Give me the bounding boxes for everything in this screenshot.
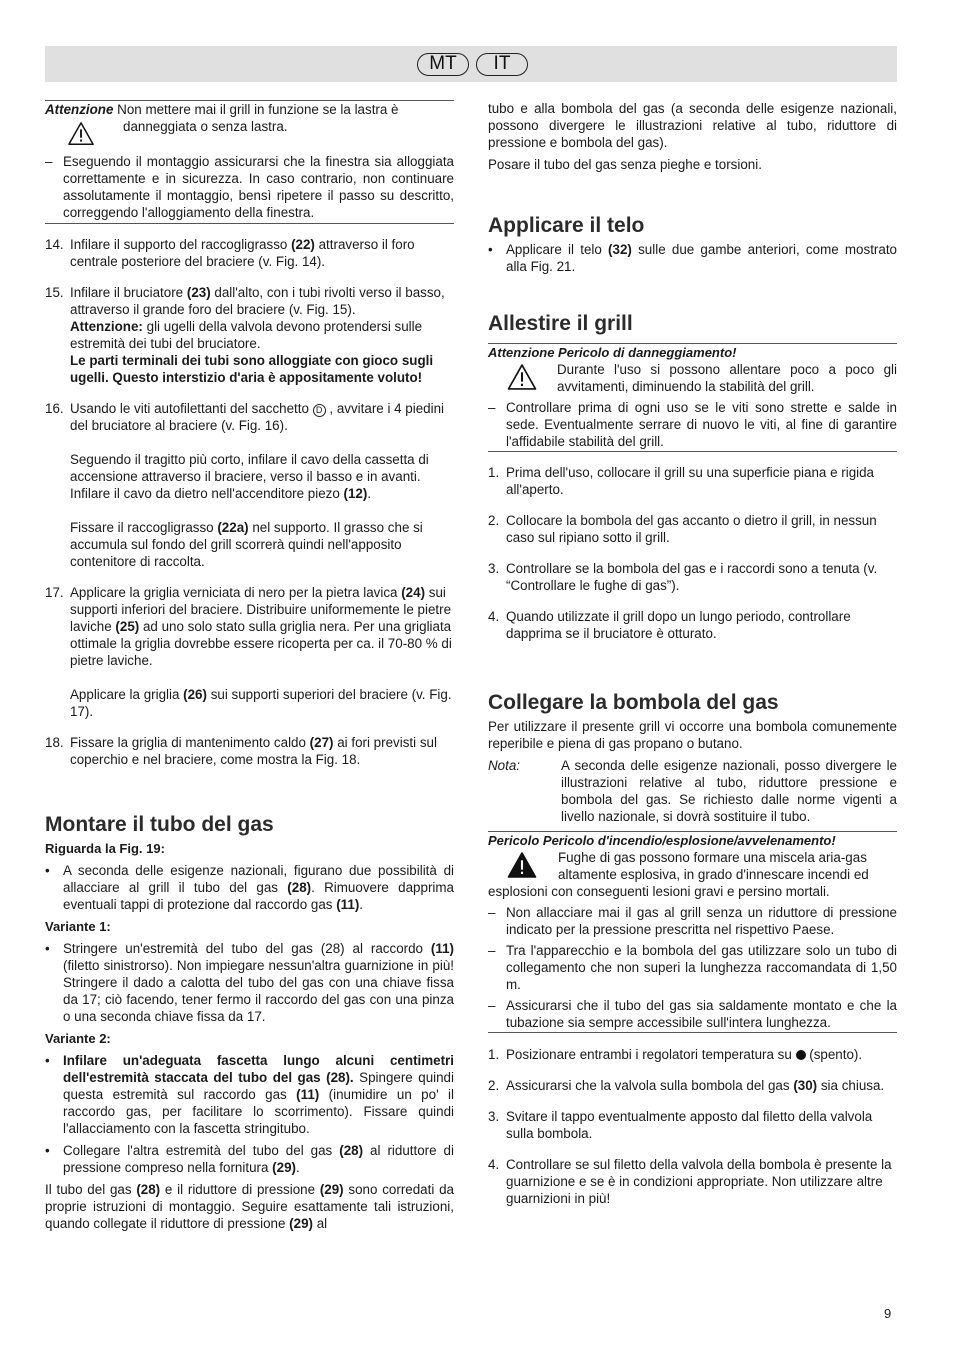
- setup-step: 3. Controllare se la bombola del gas e i raccordi sono a tenuta (v. “Controllare le fughe di gas”).: [488, 561, 878, 593]
- step-3: 3. Svitare il tappo eventualmente apposto dal filetto della valvola sulla bombola.: [488, 1109, 873, 1141]
- setup-step: 2. Collocare la bombola del gas accanto o dietro il grill, in nessun caso sul ripiano sotto il grill.: [488, 513, 877, 545]
- danger-block: [488, 849, 897, 883]
- warning-block: [45, 101, 454, 221]
- list-item: – Eseguendo il montaggio assicurarsi che la finestra sia alloggiata correttamente e in sicurezza. In caso contrario, non continuare assolutamente il montaggio, bensì ripetere il passo su descritto, correggendo l'alloggiamento della finestra.: [45, 154, 454, 220]
- note-block: [488, 757, 897, 825]
- step-15: 15. Infilare il bruciatore (23) dall'alto, con i tubi rivolti verso il basso, attraverso il grande foro del braciere (v. Fig. 15). Attenzione: gli ugelli della valvola devono protendersi sulle estremità dei tubi del bruciatore. Le parti terminali dei tubi sono alloggiate con gioco sugli ugelli. Questo interstizio d'aria è appositamente voluto!: [45, 285, 445, 385]
- warning-text: Fughe di gas possono formare una miscela aria-gas: [558, 850, 867, 865]
- note-label: Nota:: [488, 758, 521, 773]
- warning-text: Non mettere mai il grill in funzione se la lastra è: [113, 102, 399, 117]
- step-4: 4. Controllare se sul filetto della valvola della bombola è presente la guarnizione e se è in condizioni appropriate. Non utilizzare altre guarnizioni in più!: [488, 1157, 892, 1206]
- subheading: Variante 2:: [45, 1031, 111, 1046]
- warning-list: [488, 904, 897, 1031]
- right-column: [488, 100, 897, 1207]
- danger-icon: [506, 851, 538, 880]
- setup-steps: [488, 464, 897, 642]
- warning-text: esplosioni con conseguenti lesioni gravi e persino mortali.: [488, 884, 830, 899]
- subheading: Variante 1:: [45, 919, 111, 934]
- header-bar: [45, 46, 897, 82]
- warning-heading: Pericolo Pericolo d'incendio/esplosione/avvelenamento!: [488, 833, 836, 848]
- bag-d-icon: D: [313, 404, 326, 417]
- lang-badge-mt[interactable]: MT: [417, 53, 469, 76]
- list-item: • Infilare un'adeguata fascetta lungo alcuni centimetri dell'estremità staccata del tubo del gas (28). Spingere quindi questa estremità sul raccordo gas (11) (inumidire un po' il raccordo gas, per facilitare lo scorrimento). Fissare quindi l'allacciamento con la fascetta stringitubo.: [45, 1053, 454, 1136]
- warning-text: Durante l'uso si possono allentare poco a poco gli avvitamenti, diminuendo la stabilità del grill.: [557, 362, 897, 394]
- warning-label: Attenzione: [45, 102, 114, 117]
- divider: [488, 1032, 897, 1033]
- warning-block: [488, 361, 897, 395]
- page-number: 9: [884, 1306, 892, 1321]
- warning-heading: Attenzione Pericolo di danneggiamento!: [488, 345, 737, 360]
- section-title-gas-bottle: Collegare la bombola del gas: [488, 691, 779, 714]
- step-14: 14. Infilare il supporto del raccogligrasso (22) attraverso il foro centrale posteriore del braciere (v. Fig. 14).: [45, 237, 415, 269]
- warning-icon: [506, 363, 538, 392]
- paragraph: Posare il tubo del gas senza pieghe e torsioni.: [488, 157, 762, 172]
- paragraph: Il tubo del gas (28) e il riduttore di pressione (29) sono corredati da proprie istruzioni di montaggio. Seguire esattamente tali istruzioni, quando collegate il riduttore di pressione (29) al: [45, 1182, 454, 1231]
- subheading: Riguarda la Fig. 19:: [45, 841, 165, 856]
- note-text: A seconda delle esigenze nazionali, posso divergere le illustrazioni relative al tubo, riduttore pressione e bombola del gas. Se richiesto dalle norme vigenti a livello nazionale, si dovrà sostituire il tubo.: [561, 758, 897, 824]
- paragraph: tubo e alla bombola del gas (a seconda delle esigenze nazionali, possono divergere le illustrazioni relative al tubo, riduttore di pressione e bombola del gas).: [488, 101, 897, 150]
- section-title-gas-tube: Montare il tubo del gas: [45, 813, 274, 836]
- step-18: 18. Fissare la griglia di mantenimento caldo (27) ai fori previsti sul coperchio e nel braciere, come mostra la Fig. 18.: [45, 735, 437, 767]
- list-item: – Non allacciare mai il gas al grill senza un riduttore di pressione indicato per la pressione prescritta nel rispettivo Paese.: [488, 905, 897, 937]
- step-2: 2. Assicurarsi che la valvola sulla bombola del gas (30) sia chiusa.: [488, 1078, 885, 1093]
- divider: [45, 223, 454, 224]
- step-17: 17. Applicare la griglia verniciata di nero per la pietra lavica (24) sui supporti inferiori del braciere. Distribuire uniformemente le pietre laviche (25) ad uno solo stato sulla griglia nera. Per una grigliata ottimale la griglia dovrebbe essere ricoperta per ca. il 70-80 % di pietre laviche. Applicare la griglia (26) sui supporti superiori del braciere (v. Fig. 17).: [45, 585, 452, 719]
- paragraph: Per utilizzare il presente grill vi occorre una bombola comunemente reperibile e piena di gas propano o butano.: [488, 719, 897, 751]
- list-item: – Assicurarsi che il tubo del gas sia saldamente montato e che la tubazione sia sempre accessibile sull'intera lunghezza.: [488, 998, 897, 1030]
- list-item: • Stringere un'estremità del tubo del gas (28) al raccordo (11) (filetto sinistrorso). Non impiegare nessun'altra guarnizione in più! Stringere il dado a calotta del tubo del gas con una chiave fissa da 17; ciò facendo, tener fermo il raccordo del gas con una pinza o una seconda chiave fissa da 17.: [45, 941, 454, 1024]
- warning-text: altamente esplosiva, in grado d'innescare incendi ed: [558, 867, 869, 882]
- step-1: 1. Posizionare entrambi i regolatori temperatura su (spento).: [488, 1047, 863, 1062]
- list-item: • A seconda delle esigenze nazionali, figurano due possibilità di allacciare al grill il tubo del gas (28). Rimuovere dapprima eventuali tappi di protezione dal raccordo gas (11).: [45, 863, 454, 912]
- step-16: 16. Usando le viti autofilettanti del sacchetto D , avvitare i 4 piedini del bruciatore al braciere (v. Fig. 16). Seguendo il tragitto più corto, infilare il cavo della cassetta di accensione attraverso il braciere, verso il basso e in avanti. Infilare il cavo da dietro nell'accenditore piezo (12). Fissare il raccogligrasso (22a) nel supporto. Il grasso che si accumula sul fondo del grill scorrerà quindi nell'apposito contenitore di raccolta.: [45, 401, 445, 569]
- lang-badge-it[interactable]: IT: [476, 53, 528, 76]
- setup-step: 1. Prima dell'uso, collocare il grill su una superficie piana e rigida all'aperto.: [488, 465, 875, 497]
- list-item: • Applicare il telo (32) sulle due gambe anteriori, come mostrato alla Fig. 21.: [488, 242, 897, 274]
- section-title-setup: Allestire il grill: [488, 312, 633, 335]
- divider: [488, 451, 897, 452]
- off-symbol-icon: [796, 1050, 806, 1060]
- list-item: – Tra l'apparecchio e la bombola del gas utilizzare solo un tubo di collegamento che non superi la lunghezza raccomandata di 1,50 m.: [488, 943, 897, 992]
- section-title-cover: Applicare il telo: [488, 214, 645, 237]
- warning-text: danneggiata o senza lastra.: [123, 119, 288, 134]
- list-item: • Collegare l'altra estremità del tubo del gas (28) al riduttore di pressione compreso nella fornitura (29).: [45, 1143, 454, 1175]
- warning-icon: [67, 121, 95, 147]
- setup-step: 4. Quando utilizzate il grill dopo un lungo periodo, controllare dapprima se il bruciatore è otturato.: [488, 609, 851, 641]
- left-column: [45, 100, 454, 1232]
- list-item: – Controllare prima di ogni uso se le viti sono strette e salde in sede. Eventualmente serrare di nuovo le viti, al fine di garantire l'affidabile stabilità del grill.: [488, 400, 897, 449]
